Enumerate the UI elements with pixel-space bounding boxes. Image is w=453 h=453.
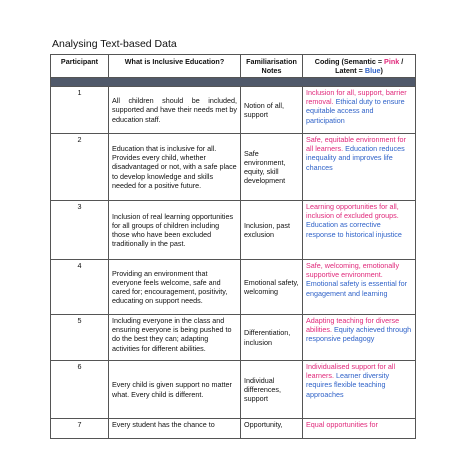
semantic-code: Equal opportunities for	[306, 420, 378, 429]
response-text: All children should be included, supported and have their needs met by education staff.	[109, 87, 241, 134]
response-text: Including everyone in the class and ensuring everyone is being pushed to do the best they can; adapting activities for different abilities.	[109, 315, 241, 361]
table-row	[51, 260, 416, 315]
response-text: Education that is inclusive for all. Provides every child, whether disadvantaged or not, with a safe place to develop knowledge and skills needed for a positive future.	[109, 134, 241, 201]
table-row	[51, 134, 416, 201]
familiarisation-notes: Emotional safety, welcoming	[241, 260, 303, 315]
response-text: Inclusion of real learning opportunities for all groups of children including those who have been excluded traditionally in the past.	[109, 201, 241, 260]
latent-code: Emotional safety is essential for engagement and learning	[306, 279, 408, 298]
familiarisation-notes: Opportunity,	[241, 419, 303, 439]
latent-code: Equity achieved through responsive pedagogy	[306, 325, 412, 344]
familiarisation-notes: Differentiation, inclusion	[241, 315, 303, 361]
table-row	[51, 361, 416, 419]
header-participant: Participant	[51, 55, 109, 78]
response-text: Every student has the chance to	[109, 419, 241, 439]
semantic-code: Inclusion for all, support, barrier removal.	[306, 88, 407, 107]
header-band	[51, 78, 416, 87]
familiarisation-notes: Safe environment, equity, skill development	[241, 134, 303, 201]
latent-code: Education as corrective response to historical injustice	[306, 220, 402, 239]
coding-cell	[303, 315, 416, 361]
semantic-code: Learning opportunities for all, inclusion of excluded groups.	[306, 202, 399, 221]
coding-cell	[303, 260, 416, 315]
semantic-key: Pink	[384, 57, 400, 66]
familiarisation-notes: Inclusion, past exclusion	[241, 201, 303, 260]
latent-code: Education reduces inequality and improves life chances	[306, 144, 405, 172]
response-text: Providing an environment that everyone feels welcome, safe and cared for; encouragement, positivity, educating on support needs.	[109, 260, 241, 315]
latent-key: Blue	[364, 66, 381, 75]
table-row	[51, 419, 416, 439]
coding-cell	[303, 361, 416, 419]
response-text: Every child is given support no matter what. Every child is different.	[109, 361, 241, 419]
coding-cell	[303, 201, 416, 260]
participant-number: 7	[51, 419, 109, 439]
participant-number: 4	[51, 260, 109, 315]
coding-table	[50, 54, 416, 439]
familiarisation-notes: Notion of all, support	[241, 87, 303, 134]
coding-cell	[303, 419, 416, 439]
table-row	[51, 87, 416, 134]
coding-cell	[303, 134, 416, 201]
document-title: Analysing Text-based Data	[52, 38, 177, 50]
header-question: What is Inclusive Education?	[109, 55, 241, 78]
participant-number: 3	[51, 201, 109, 260]
coding-cell	[303, 87, 416, 134]
header-row	[51, 55, 416, 78]
table-row	[51, 315, 416, 361]
participant-number: 1	[51, 87, 109, 134]
semantic-code: Individualised support for all learners.	[306, 362, 396, 381]
semantic-code: Adapting teaching for diverse abilities.	[306, 316, 400, 335]
table-row	[51, 201, 416, 260]
latent-code: Ethical duty to ensure equitable access and participation	[306, 97, 405, 125]
participant-number: 6	[51, 361, 109, 419]
participant-number: 5	[51, 315, 109, 361]
semantic-code: Safe, welcoming, emotionally supportive environment.	[306, 261, 400, 280]
semantic-code: Safe, equitable environment for all learners.	[306, 135, 406, 154]
latent-code: Learner diversity requires flexible teaching approaches	[306, 371, 390, 399]
familiarisation-notes: Individual differences, support	[241, 361, 303, 419]
header-notes: Familiarisation Notes	[241, 55, 303, 78]
header-coding: Coding (Semantic = Pink / Latent = Blue)	[303, 55, 416, 78]
participant-number: 2	[51, 134, 109, 201]
